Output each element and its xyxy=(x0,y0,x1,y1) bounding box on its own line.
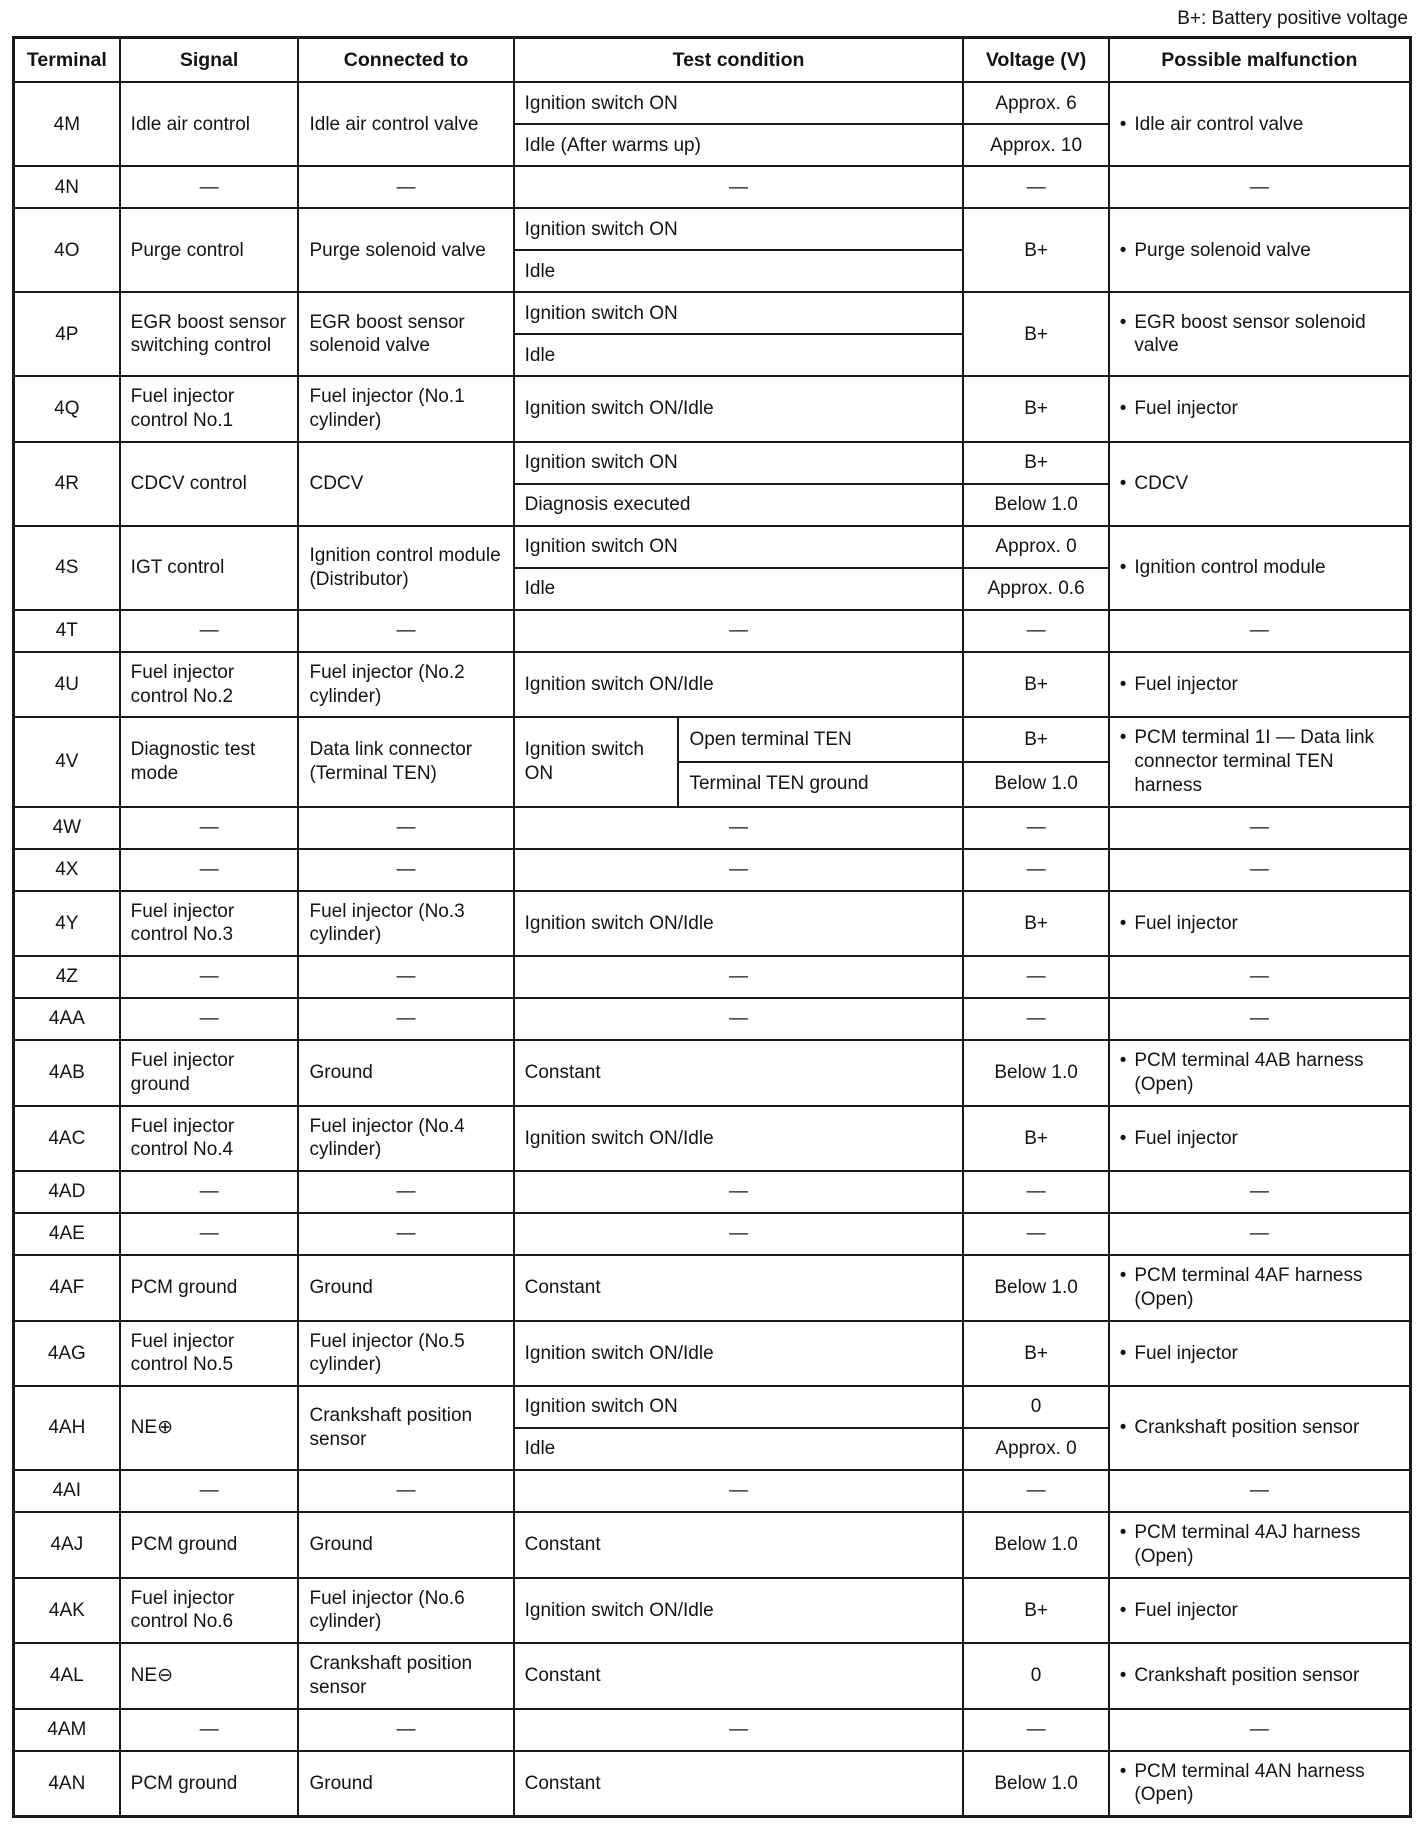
table-header xyxy=(14,38,1411,83)
terminal-cell: 4M xyxy=(14,82,120,166)
table-row xyxy=(14,166,1411,208)
table-row xyxy=(14,1643,1411,1709)
header-voltage: Voltage (V) xyxy=(963,38,1108,83)
signal-cell: Fuel injector control No.5 xyxy=(120,1321,299,1387)
connected-to-cell: Fuel injector (No.4 cylinder) xyxy=(298,1106,513,1172)
malfunction-text: PCM terminal 4AB harness (Open) xyxy=(1134,1050,1364,1095)
signal-cell: Fuel injector ground xyxy=(120,1040,299,1106)
malfunction-cell xyxy=(1109,82,1411,166)
connected-to-cell: Ground xyxy=(298,1040,513,1106)
table-row xyxy=(14,1321,1411,1387)
bullet-icon: • xyxy=(1119,1127,1127,1149)
signal-cell: Fuel injector control No.6 xyxy=(120,1578,299,1644)
malfunction-text: PCM terminal 4AN harness (Open) xyxy=(1134,1760,1365,1806)
signal-cell: Fuel injector control No.1 xyxy=(120,376,299,442)
malfunction-cell xyxy=(1109,1643,1411,1709)
signal-cell: PCM ground xyxy=(120,1255,299,1321)
malfunction-item xyxy=(1120,239,1399,263)
voltage-cell: — xyxy=(963,807,1108,849)
bullet-icon: • xyxy=(1119,673,1127,695)
malfunction-cell xyxy=(1109,1751,1411,1817)
table-row xyxy=(14,526,1411,568)
malfunction-text: Fuel injector xyxy=(1134,1342,1238,1364)
malfunction-text: Crankshaft position sensor xyxy=(1134,1665,1360,1686)
terminal-cell: 4X xyxy=(14,849,120,891)
connected-to-cell: Ground xyxy=(298,1512,513,1578)
test-condition-cell: Idle xyxy=(514,250,964,292)
malfunction-item xyxy=(1120,472,1399,496)
malfunction-cell xyxy=(1109,442,1411,526)
malfunction-item xyxy=(1120,673,1399,697)
terminal-cell: 4AN xyxy=(14,1751,120,1817)
malfunction-item xyxy=(1120,1664,1399,1688)
table-row xyxy=(14,292,1411,334)
signal-cell: — xyxy=(120,1709,299,1751)
test-condition-cell: Constant xyxy=(514,1751,964,1817)
table-row xyxy=(14,1106,1411,1172)
signal-cell: Diagnostic test mode xyxy=(120,717,299,806)
table-row xyxy=(14,1578,1411,1644)
connected-to-cell: Fuel injector (No.3 cylinder) xyxy=(298,891,513,957)
table-row xyxy=(14,208,1411,250)
voltage-cell: Below 1.0 xyxy=(963,762,1108,807)
malfunction-cell xyxy=(1109,526,1411,610)
terminal-cell: 4T xyxy=(14,610,120,652)
test-condition-cell: Ignition switch ON/Idle xyxy=(514,891,964,957)
voltage-cell: 0 xyxy=(963,1386,1108,1428)
malfunction-cell: — xyxy=(1109,1470,1411,1512)
voltage-cell: Approx. 0 xyxy=(963,526,1108,568)
terminal-cell: 4AC xyxy=(14,1106,120,1172)
malfunction-cell: — xyxy=(1109,166,1411,208)
terminal-cell: 4AH xyxy=(14,1386,120,1470)
table-row xyxy=(14,1040,1411,1106)
malfunction-cell: — xyxy=(1109,1213,1411,1255)
test-condition-cell: Idle xyxy=(514,334,964,376)
battery-voltage-note: B+: Battery positive voltage xyxy=(1177,8,1408,29)
voltage-cell: B+ xyxy=(963,292,1108,376)
header-terminal: Terminal xyxy=(14,38,120,83)
table-row xyxy=(14,998,1411,1040)
malfunction-text: Purge solenoid valve xyxy=(1134,239,1311,261)
test-condition-cell: Ignition switch ON xyxy=(514,1386,964,1428)
signal-cell: Fuel injector control No.3 xyxy=(120,891,299,957)
test-condition-cell: Open terminal TEN xyxy=(678,717,963,762)
bullet-icon: • xyxy=(1119,113,1127,135)
signal-cell: EGR boost sensor switching control xyxy=(120,292,299,376)
malfunction-cell: — xyxy=(1109,849,1411,891)
terminal-cell: 4N xyxy=(14,166,120,208)
terminal-cell: 4U xyxy=(14,652,120,718)
test-condition-cell: Ignition switch ON xyxy=(514,442,964,484)
voltage-cell: Below 1.0 xyxy=(963,1512,1108,1578)
table-row xyxy=(14,442,1411,484)
malfunction-item xyxy=(1120,1521,1399,1569)
bullet-icon: • xyxy=(1119,912,1127,934)
signal-cell: NE⊕ xyxy=(120,1386,299,1470)
terminal-table-body xyxy=(14,82,1411,1816)
malfunction-cell xyxy=(1109,1512,1411,1578)
voltage-cell: Below 1.0 xyxy=(963,1751,1108,1817)
signal-cell: — xyxy=(120,807,299,849)
voltage-cell: B+ xyxy=(963,1106,1108,1172)
header-possible-malfunction: Possible malfunction xyxy=(1109,38,1411,83)
test-condition-cell: Ignition switch ON xyxy=(514,526,964,568)
connected-to-cell: — xyxy=(298,956,513,998)
connected-to-cell: Ground xyxy=(298,1751,513,1817)
test-condition-cell: Diagnosis executed xyxy=(514,484,964,526)
malfunction-item xyxy=(1120,1599,1399,1623)
voltage-cell: — xyxy=(963,1213,1108,1255)
terminal-cell: 4Q xyxy=(14,376,120,442)
bullet-icon: • xyxy=(1119,239,1127,261)
voltage-cell: — xyxy=(963,166,1108,208)
test-condition-cell: — xyxy=(514,1213,964,1255)
bullet-icon: • xyxy=(1119,1760,1127,1782)
malfunction-text: Fuel injector xyxy=(1134,1127,1238,1149)
signal-cell: Fuel injector control No.4 xyxy=(120,1106,299,1172)
terminal-cell: 4AM xyxy=(14,1709,120,1751)
test-condition-cell: — xyxy=(514,998,964,1040)
malfunction-cell xyxy=(1109,652,1411,718)
malfunction-text: Fuel injector xyxy=(1134,398,1238,420)
terminal-cell: 4AG xyxy=(14,1321,120,1387)
bullet-icon: • xyxy=(1119,311,1127,333)
voltage-cell: — xyxy=(963,1171,1108,1213)
terminal-cell: 4Z xyxy=(14,956,120,998)
connected-to-cell: Fuel injector (No.6 cylinder) xyxy=(298,1578,513,1644)
header-test-condition: Test condition xyxy=(514,38,964,83)
malfunction-cell xyxy=(1109,1106,1411,1172)
malfunction-cell xyxy=(1109,292,1411,376)
voltage-cell: B+ xyxy=(963,717,1108,762)
bullet-icon: • xyxy=(1119,1665,1127,1686)
table-row xyxy=(14,956,1411,998)
test-condition-cell: — xyxy=(514,610,964,652)
bullet-icon: • xyxy=(1119,1050,1127,1072)
voltage-cell: — xyxy=(963,998,1108,1040)
test-condition-cell: Ignition switch ON/Idle xyxy=(514,652,964,718)
malfunction-cell xyxy=(1109,1321,1411,1387)
header-signal: Signal xyxy=(120,38,299,83)
test-condition-cell: Constant xyxy=(514,1255,964,1321)
table-row xyxy=(14,652,1411,718)
table-row xyxy=(14,1470,1411,1512)
signal-cell: — xyxy=(120,849,299,891)
connected-to-cell: Crankshaft position sensor xyxy=(298,1643,513,1709)
malfunction-text: Fuel injector xyxy=(1134,912,1238,934)
bullet-icon: • xyxy=(1119,398,1127,420)
voltage-cell: B+ xyxy=(963,442,1108,484)
malfunction-cell xyxy=(1109,717,1411,806)
connected-to-cell: Ground xyxy=(298,1255,513,1321)
malfunction-cell: — xyxy=(1109,956,1411,998)
signal-cell: Fuel injector control No.2 xyxy=(120,652,299,718)
test-condition-cell: Ignition switch ON xyxy=(514,82,964,124)
terminal-cell: 4AB xyxy=(14,1040,120,1106)
terminal-cell: 4P xyxy=(14,292,120,376)
malfunction-item xyxy=(1120,726,1399,797)
malfunction-text: Fuel injector xyxy=(1134,673,1238,695)
malfunction-cell: — xyxy=(1109,1709,1411,1751)
bullet-icon: • xyxy=(1119,557,1127,578)
table-row xyxy=(14,1171,1411,1213)
connected-to-cell: — xyxy=(298,807,513,849)
test-condition-cell: Idle xyxy=(514,1428,964,1470)
terminal-cell: 4AK xyxy=(14,1578,120,1644)
table-row xyxy=(14,1512,1411,1578)
malfunction-cell: — xyxy=(1109,998,1411,1040)
test-condition-cell: — xyxy=(514,1171,964,1213)
connected-to-cell: EGR boost sensor solenoid valve xyxy=(298,292,513,376)
voltage-cell: B+ xyxy=(963,208,1108,292)
connected-to-cell: Data link connector (Terminal TEN) xyxy=(298,717,513,806)
voltage-cell: Below 1.0 xyxy=(963,484,1108,526)
connected-to-cell: Purge solenoid valve xyxy=(298,208,513,292)
voltage-cell: Approx. 10 xyxy=(963,124,1108,166)
malfunction-cell xyxy=(1109,208,1411,292)
connected-to-cell: — xyxy=(298,849,513,891)
connected-to-cell: Ignition control module (Distributor) xyxy=(298,526,513,610)
header-connected-to: Connected to xyxy=(298,38,513,83)
voltage-cell: B+ xyxy=(963,1321,1108,1387)
voltage-cell: Below 1.0 xyxy=(963,1040,1108,1106)
terminal-cell: 4Y xyxy=(14,891,120,957)
voltage-cell: 0 xyxy=(963,1643,1108,1709)
test-condition-cell: Ignition switch ON xyxy=(514,208,964,250)
table-row xyxy=(14,807,1411,849)
table-row xyxy=(14,82,1411,124)
test-condition-cell: — xyxy=(514,956,964,998)
test-condition-cell: Constant xyxy=(514,1512,964,1578)
voltage-cell: B+ xyxy=(963,1578,1108,1644)
test-condition-cell: Ignition switch ON xyxy=(514,292,964,334)
malfunction-item xyxy=(1120,912,1399,936)
bullet-icon: • xyxy=(1119,1417,1127,1439)
signal-cell: — xyxy=(120,1470,299,1512)
voltage-cell: — xyxy=(963,1709,1108,1751)
malfunction-item xyxy=(1120,1760,1399,1808)
table-row xyxy=(14,891,1411,957)
connected-to-cell: CDCV xyxy=(298,442,513,526)
connected-to-cell: — xyxy=(298,1213,513,1255)
malfunction-item xyxy=(1120,113,1399,137)
test-condition-cell: — xyxy=(514,166,964,208)
connected-to-cell: — xyxy=(298,610,513,652)
signal-cell: — xyxy=(120,166,299,208)
malfunction-text: EGR boost sensor solenoid valve xyxy=(1134,311,1366,357)
table-row xyxy=(14,1255,1411,1321)
malfunction-text: Idle air control valve xyxy=(1134,113,1304,135)
connected-to-cell: Fuel injector (No.1 cylinder) xyxy=(298,376,513,442)
test-condition-cell: Ignition switch ON/Idle xyxy=(514,1578,964,1644)
voltage-cell: — xyxy=(963,610,1108,652)
signal-cell: Idle air control xyxy=(120,82,299,166)
table-row xyxy=(14,1751,1411,1817)
table-header-row xyxy=(14,38,1411,83)
malfunction-item xyxy=(1120,397,1399,421)
malfunction-cell xyxy=(1109,1040,1411,1106)
terminal-cell: 4O xyxy=(14,208,120,292)
signal-cell: — xyxy=(120,956,299,998)
terminal-cell: 4AE xyxy=(14,1213,120,1255)
bullet-icon: • xyxy=(1119,1599,1127,1621)
test-condition-cell: Ignition switch ON/Idle xyxy=(514,376,964,442)
terminal-cell: 4R xyxy=(14,442,120,526)
malfunction-item xyxy=(1120,1264,1399,1312)
table-row xyxy=(14,1213,1411,1255)
signal-cell: Purge control xyxy=(120,208,299,292)
terminal-cell: 4AA xyxy=(14,998,120,1040)
malfunction-cell xyxy=(1109,376,1411,442)
malfunction-cell xyxy=(1109,1578,1411,1644)
voltage-cell: Below 1.0 xyxy=(963,1255,1108,1321)
malfunction-item xyxy=(1120,1049,1399,1097)
signal-cell: — xyxy=(120,998,299,1040)
voltage-cell: — xyxy=(963,956,1108,998)
test-condition-cell: Idle (After warms up) xyxy=(514,124,964,166)
test-condition-cell: — xyxy=(514,849,964,891)
malfunction-text: Ignition control module xyxy=(1134,557,1326,578)
connected-to-cell: — xyxy=(298,166,513,208)
voltage-cell: Approx. 0 xyxy=(963,1428,1108,1470)
signal-cell: NE⊖ xyxy=(120,1643,299,1709)
voltage-cell: Approx. 0.6 xyxy=(963,568,1108,610)
table-row xyxy=(14,610,1411,652)
malfunction-item xyxy=(1120,311,1399,359)
voltage-cell: Approx. 6 xyxy=(963,82,1108,124)
bullet-icon: • xyxy=(1119,473,1127,494)
voltage-cell: B+ xyxy=(963,376,1108,442)
signal-cell: CDCV control xyxy=(120,442,299,526)
table-row xyxy=(14,376,1411,442)
terminal-cell: 4V xyxy=(14,717,120,806)
connected-to-cell: — xyxy=(298,1709,513,1751)
voltage-cell: — xyxy=(963,1470,1108,1512)
connected-to-cell: Fuel injector (No.2 cylinder) xyxy=(298,652,513,718)
malfunction-text: PCM terminal 4AJ harness (Open) xyxy=(1134,1522,1361,1567)
voltage-cell: B+ xyxy=(963,652,1108,718)
bullet-icon: • xyxy=(1119,727,1127,749)
table-row xyxy=(14,849,1411,891)
malfunction-item xyxy=(1120,556,1399,580)
terminal-cell: 4AJ xyxy=(14,1512,120,1578)
test-condition-cell: Ignition switch ON/Idle xyxy=(514,1106,964,1172)
bullet-icon: • xyxy=(1119,1265,1127,1287)
malfunction-text: CDCV xyxy=(1134,473,1189,494)
signal-cell: IGT control xyxy=(120,526,299,610)
malfunction-cell: — xyxy=(1109,807,1411,849)
bullet-icon: • xyxy=(1119,1522,1127,1544)
terminal-cell: 4AI xyxy=(14,1470,120,1512)
terminal-cell: 4AD xyxy=(14,1171,120,1213)
test-condition-cell: Constant xyxy=(514,1643,964,1709)
malfunction-text: Crankshaft position sensor xyxy=(1134,1417,1360,1439)
malfunction-cell xyxy=(1109,891,1411,957)
connected-to-cell: — xyxy=(298,1171,513,1213)
test-condition-cell: Constant xyxy=(514,1040,964,1106)
test-condition-cell: Idle xyxy=(514,568,964,610)
malfunction-text: PCM terminal 1I — Data link connector terminal TEN harness xyxy=(1134,727,1375,796)
table-row xyxy=(14,1386,1411,1428)
test-condition-cell: — xyxy=(514,807,964,849)
terminal-cell: 4S xyxy=(14,526,120,610)
table-row xyxy=(14,1709,1411,1751)
test-condition-prefix-cell: Ignition switch ON xyxy=(514,717,679,806)
bullet-icon: • xyxy=(1119,1342,1127,1364)
terminal-voltage-table xyxy=(12,36,1412,1818)
signal-cell: — xyxy=(120,1171,299,1213)
malfunction-text: Fuel injector xyxy=(1134,1599,1238,1621)
connected-to-cell: Fuel injector (No.5 cylinder) xyxy=(298,1321,513,1387)
signal-cell: — xyxy=(120,610,299,652)
signal-cell: — xyxy=(120,1213,299,1255)
malfunction-cell xyxy=(1109,1386,1411,1470)
test-condition-cell: — xyxy=(514,1470,964,1512)
connected-to-cell: — xyxy=(298,998,513,1040)
terminal-cell: 4AF xyxy=(14,1255,120,1321)
signal-cell: PCM ground xyxy=(120,1512,299,1578)
malfunction-cell xyxy=(1109,1255,1411,1321)
terminal-cell: 4AL xyxy=(14,1643,120,1709)
test-condition-cell: Terminal TEN ground xyxy=(678,762,963,807)
terminal-cell: 4W xyxy=(14,807,120,849)
malfunction-cell: — xyxy=(1109,1171,1411,1213)
malfunction-item xyxy=(1120,1342,1399,1366)
table-row xyxy=(14,717,1411,762)
test-condition-cell: Ignition switch ON/Idle xyxy=(514,1321,964,1387)
signal-cell: PCM ground xyxy=(120,1751,299,1817)
test-condition-cell: — xyxy=(514,1709,964,1751)
connected-to-cell: Idle air control valve xyxy=(298,82,513,166)
malfunction-text: PCM terminal 4AF harness (Open) xyxy=(1134,1265,1363,1310)
voltage-cell: — xyxy=(963,849,1108,891)
malfunction-item xyxy=(1120,1127,1399,1151)
malfunction-item xyxy=(1120,1416,1399,1440)
connected-to-cell: Crankshaft position sensor xyxy=(298,1386,513,1470)
voltage-cell: B+ xyxy=(963,891,1108,957)
malfunction-cell: — xyxy=(1109,610,1411,652)
connected-to-cell: — xyxy=(298,1470,513,1512)
